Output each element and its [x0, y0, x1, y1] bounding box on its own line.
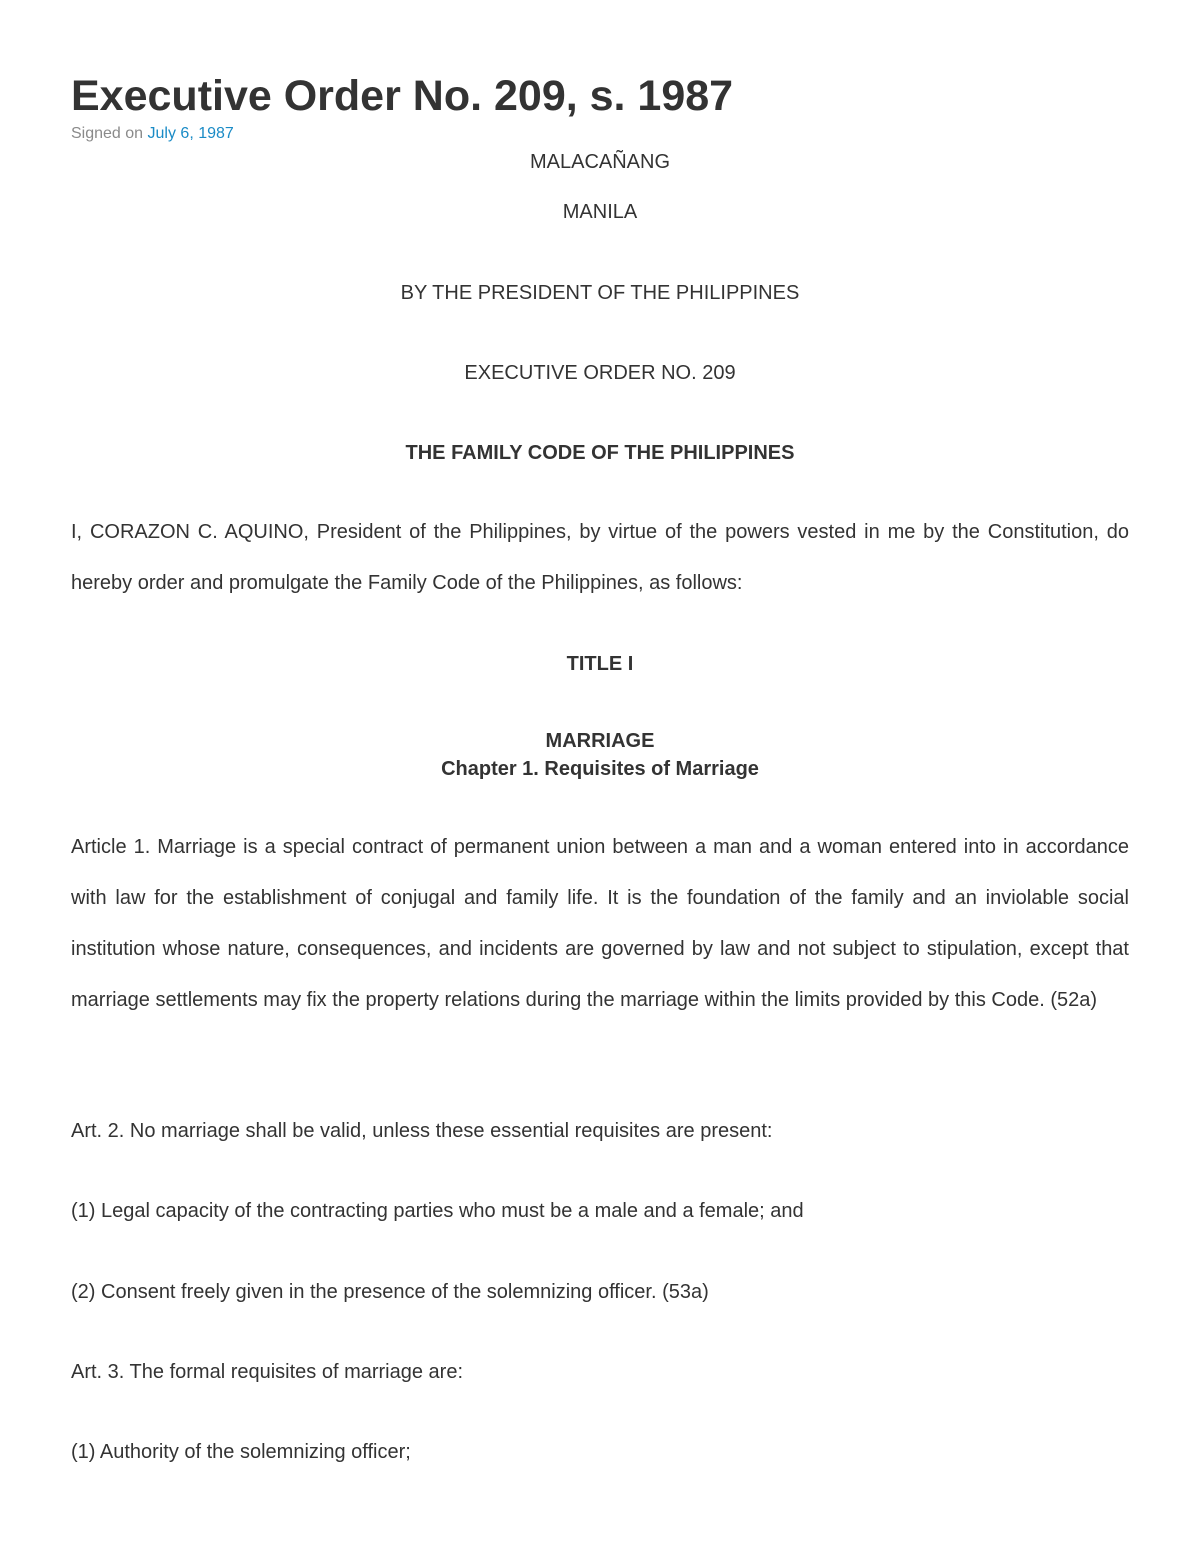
malacanang-heading: MALACAÑANG — [529, 151, 671, 173]
signed-line — [71, 124, 234, 144]
document-page — [71, 0, 1129, 1553]
signed-date-link[interactable]: July 6, 1987 — [147, 125, 234, 142]
title-i-heading: TITLE I — [566, 653, 634, 675]
signed-prefix: Signed on — [71, 125, 148, 142]
article-1-paragraph: Article 1. Marriage is a special contract of permanent union between a man and a woman entered into in accordance with law for the establishment of conjugal and family life. It is the foundation of the family and an inviolable social institution whose nature, consequences, and incidents are governed by law and not subject to stipulation, except that marriage settlements may fix the property relations during the marriage within the limits provided by this Code. (52a) — [71, 836, 1129, 1011]
article-2-item-2: (2) Consent freely given in the presence of the solemnizing officer. (53a) — [71, 1281, 709, 1303]
manila-heading: MANILA — [562, 201, 638, 223]
article-2-paragraph: Art. 2. No marriage shall be valid, unless these essential requisites are present: — [71, 1120, 773, 1142]
marriage-heading: MARRIAGE — [545, 730, 655, 752]
page-title: Executive Order No. 209, s. 1987 — [71, 72, 734, 120]
code-title-heading: THE FAMILY CODE OF THE PHILIPPINES — [405, 442, 795, 464]
promulgation-paragraph: I, CORAZON C. AQUINO, President of the Philippines, by virtue of the powers vested in me by the Constitution, do hereby order and promulgate the Family Code of the Philippines, as follows: — [71, 521, 1129, 594]
order-number-heading: EXECUTIVE ORDER NO. 209 — [464, 362, 736, 384]
chapter-1-heading: Chapter 1. Requisites of Marriage — [441, 758, 759, 780]
article-2-item-1: (1) Legal capacity of the contracting parties who must be a male and a female; and — [71, 1200, 804, 1222]
article-3-item-1: (1) Authority of the solemnizing officer; — [71, 1441, 411, 1463]
by-president-heading: BY THE PRESIDENT OF THE PHILIPPINES — [400, 282, 800, 304]
article-3-paragraph: Art. 3. The formal requisites of marriage are: — [71, 1361, 464, 1383]
